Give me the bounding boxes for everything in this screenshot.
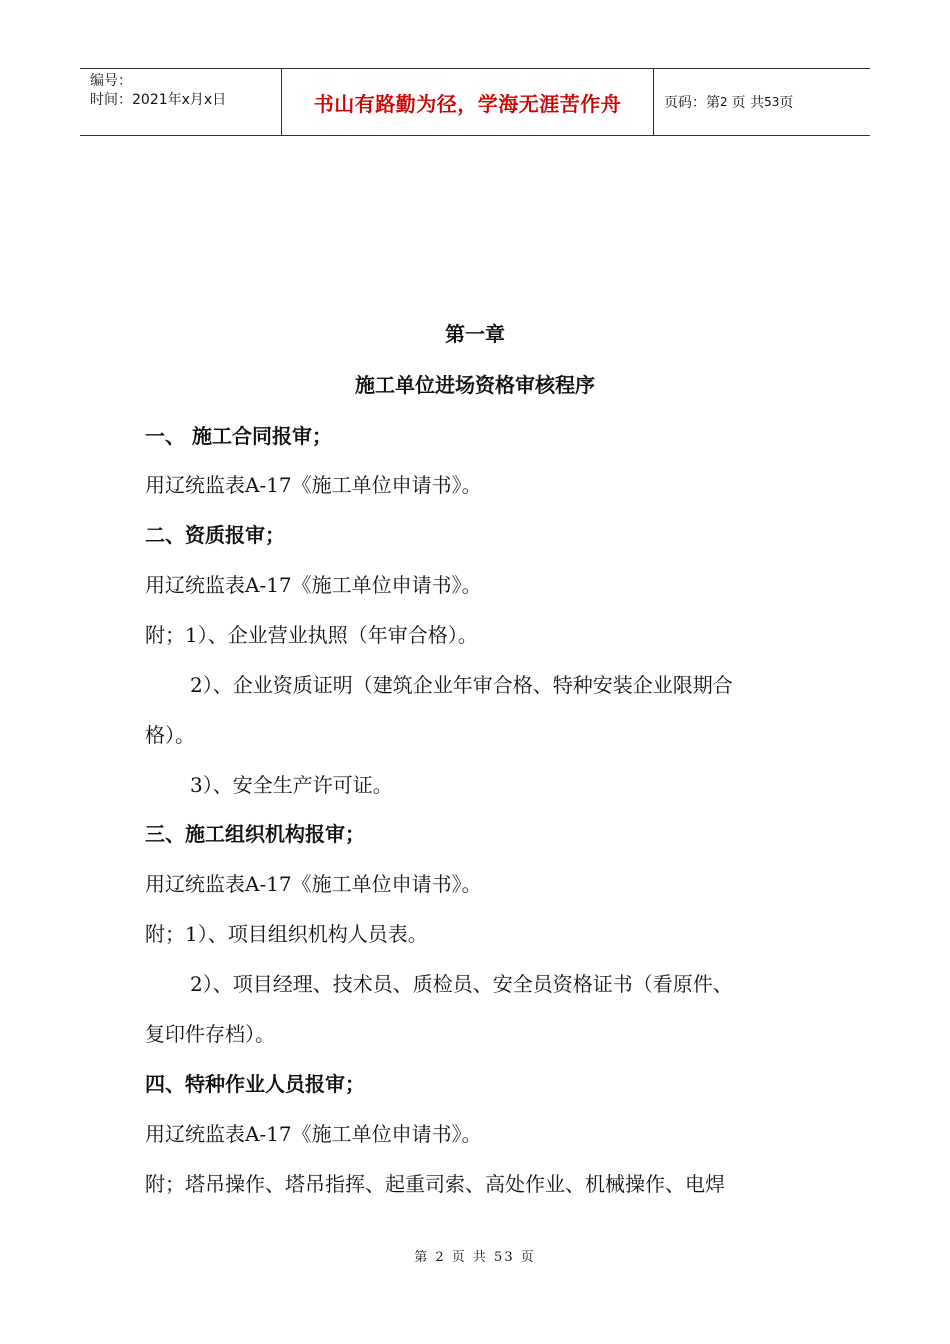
page-footer: 第 2 页 共 53 页 bbox=[414, 1250, 536, 1265]
time-label: 时间：2021年x月x日 bbox=[90, 92, 227, 108]
page-total: 53 bbox=[764, 95, 780, 109]
paragraph-line: 用辽统监表A-17《施工单位申请书》。 bbox=[145, 473, 482, 497]
paragraph-line: 复印件存档）。 bbox=[145, 1022, 275, 1046]
paragraph-line: 用辽统监表A-17《施工单位申请书》。 bbox=[145, 1122, 482, 1146]
section-heading: 一、 施工合同报审； bbox=[145, 424, 332, 448]
section-heading: 二、资质报审； bbox=[145, 523, 285, 547]
document-title: 施工单位进场资格审核程序 bbox=[355, 373, 595, 397]
header-motto-cell bbox=[282, 69, 654, 135]
page-prefix: 页码：第 bbox=[664, 95, 720, 111]
number-label: 编号： bbox=[90, 73, 132, 89]
paragraph-line: 3）、安全生产许可证。 bbox=[190, 773, 393, 797]
page-mid: 页 共 bbox=[731, 95, 765, 111]
paragraph-line: 附；1）、项目组织机构人员表。 bbox=[145, 922, 428, 946]
paragraph-line: 附；塔吊操作、塔吊指挥、起重司索、高处作业、机械操作、电焊 bbox=[145, 1172, 725, 1196]
page-number: 2 bbox=[720, 95, 728, 109]
paragraph-line: 2）、企业资质证明（建筑企业年审合格、特种安装企业限期合 bbox=[190, 673, 733, 697]
paragraph-line: 用辽统监表A-17《施工单位申请书》。 bbox=[145, 872, 482, 896]
paragraph-line: 附；1）、企业营业执照（年审合格）。 bbox=[145, 623, 478, 647]
page-suffix: 页 bbox=[779, 95, 794, 111]
paragraph-line: 格）。 bbox=[145, 723, 195, 747]
chapter-heading: 第一章 bbox=[445, 322, 505, 346]
section-heading: 四、特种作业人员报审； bbox=[145, 1072, 365, 1096]
page-header bbox=[80, 68, 870, 136]
paragraph-line: 2）、项目经理、技术员、质检员、安全员资格证书（看原件、 bbox=[190, 972, 733, 996]
header-meta bbox=[80, 69, 282, 135]
motto: 书山有路勤为径，学海无涯苦作舟 bbox=[313, 91, 622, 116]
section-heading: 三、施工组织机构报审； bbox=[145, 822, 365, 846]
paragraph-line: 用辽统监表A-17《施工单位申请书》。 bbox=[145, 573, 482, 597]
header-page-info bbox=[654, 69, 870, 135]
